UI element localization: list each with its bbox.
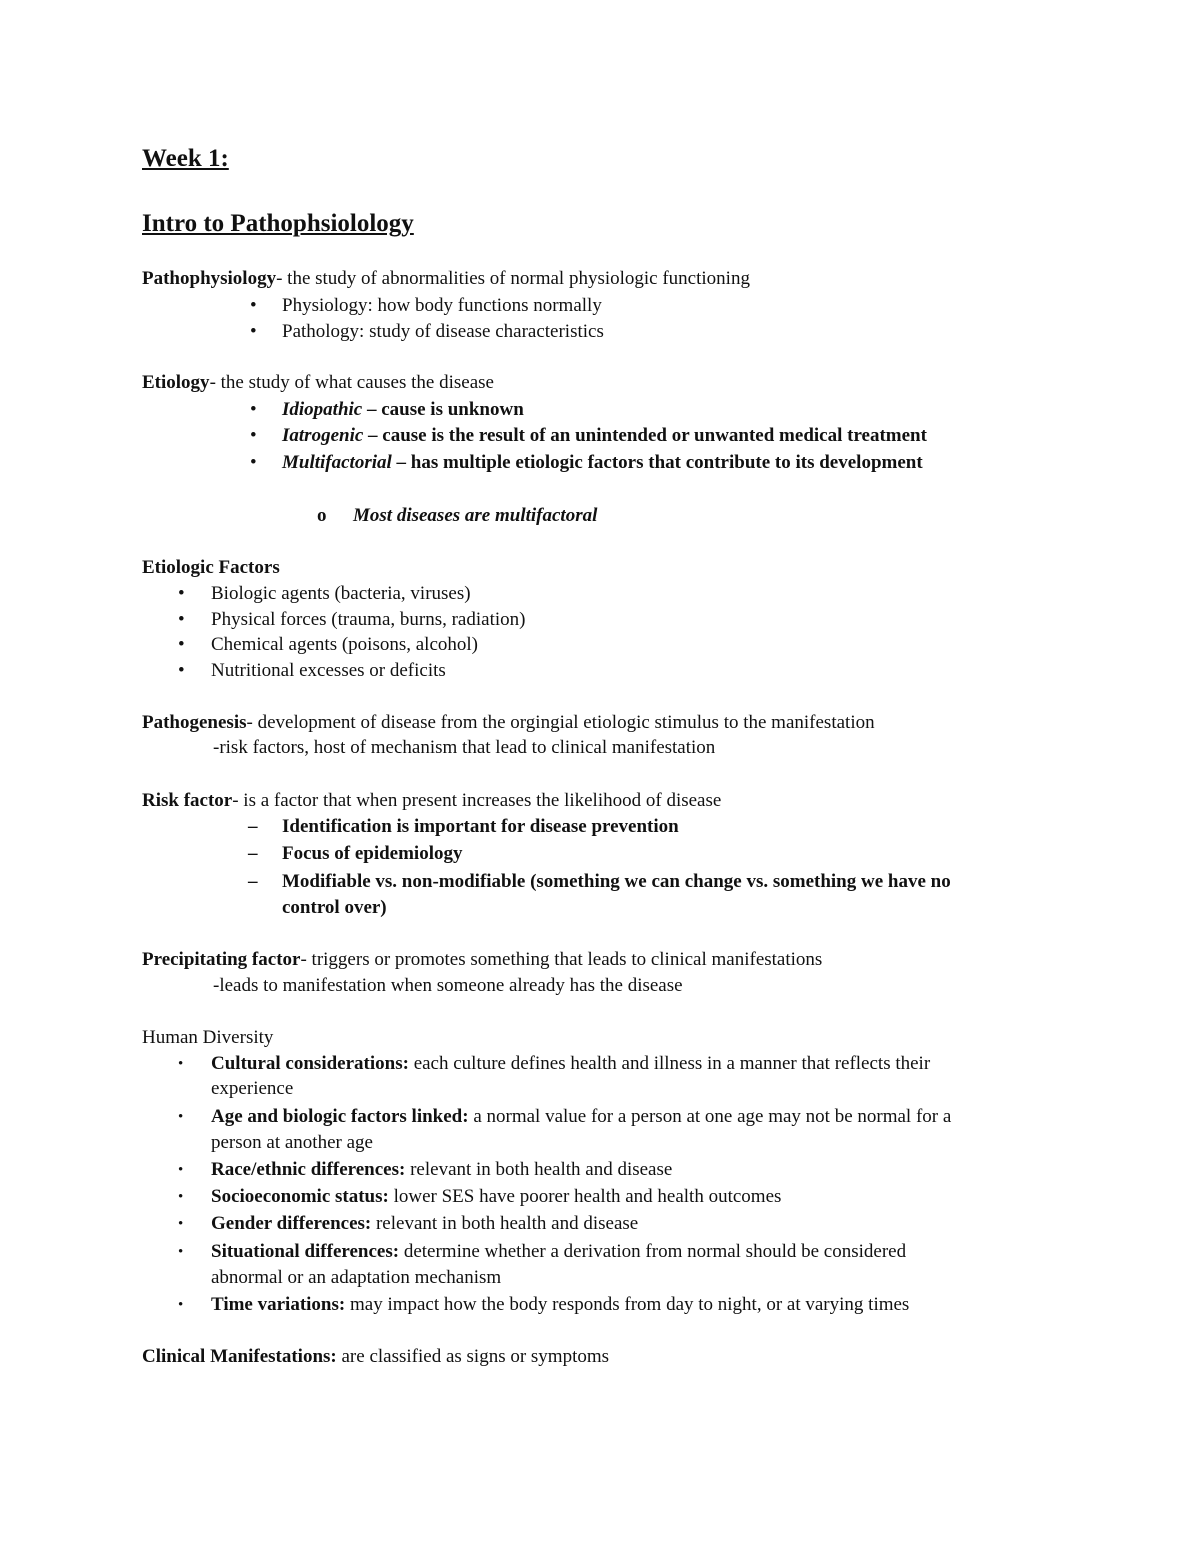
bullet-icon: • xyxy=(178,1297,184,1313)
list-item: Chemical agents (poisons, alcohol) xyxy=(211,634,478,655)
precipitating-factor-note: -leads to manifestation when someone already has the disease xyxy=(213,975,683,996)
list-item: Iatrogenic – cause is the result of an unintended or unwanted medical treatment xyxy=(282,425,927,446)
list-item: Time variations: may impact how the body responds from day to night, or at varying times xyxy=(211,1294,910,1315)
pathophysiology-definition: Pathophysiology- the study of abnormalities of normal physiologic functioning xyxy=(142,268,750,289)
bullet-icon: • xyxy=(178,1162,184,1178)
clinical-manifestations-definition: Clinical Manifestations: are classified as signs or symptoms xyxy=(142,1346,610,1367)
pathogenesis-note: -risk factors, host of mechanism that lead to clinical manifestation xyxy=(213,737,716,758)
sub-bullet-icon: o xyxy=(317,505,327,526)
pathogenesis-term: Pathogenesis xyxy=(142,712,247,733)
dash-icon: – xyxy=(248,871,258,892)
bullet-icon: • xyxy=(178,1244,184,1260)
bullet-icon: • xyxy=(250,295,257,316)
list-item: Race/ethnic differences: relevant in both health and disease xyxy=(211,1159,673,1180)
list-item: Gender differences: relevant in both health and disease xyxy=(211,1213,639,1234)
precipitating-factor-term: Precipitating factor xyxy=(142,949,301,970)
sub-list-item: Most diseases are multifactoral xyxy=(353,505,598,526)
section-heading: Human Diversity xyxy=(142,1027,274,1048)
bullet-icon: • xyxy=(178,1189,184,1205)
list-item: Physiology: how body functions normally xyxy=(282,295,602,316)
list-item: Modifiable vs. non-modifiable (something we can change vs. something we have no xyxy=(282,871,951,892)
bullet-icon: • xyxy=(178,1216,184,1232)
list-item: Focus of epidemiology xyxy=(282,843,463,864)
list-item: Nutritional excesses or deficits xyxy=(211,660,446,681)
list-item: Multifactorial – has multiple etiologic factors that contribute to its development xyxy=(282,452,923,473)
list-item: Pathology: study of disease characteristics xyxy=(282,321,604,342)
risk-factor-definition: Risk factor- is a factor that when present increases the likelihood of disease xyxy=(142,790,722,811)
week-title: Week 1: xyxy=(142,145,229,172)
list-item-continuation: experience xyxy=(211,1078,294,1099)
list-item: Situational differences: determine whether a derivation from normal should be considered xyxy=(211,1241,907,1262)
bullet-icon: • xyxy=(178,609,185,630)
bullet-icon: • xyxy=(250,321,257,342)
etiology-definition: Etiology- the study of what causes the disease xyxy=(142,372,494,393)
bullet-icon: • xyxy=(178,1109,184,1125)
list-item: Idiopathic – cause is unknown xyxy=(282,399,524,420)
bullet-icon: • xyxy=(178,634,185,655)
dash-icon: – xyxy=(248,816,258,837)
list-item: Socioeconomic status: lower SES have poorer health and health outcomes xyxy=(211,1186,782,1207)
bullet-icon: • xyxy=(250,452,257,473)
risk-factor-term: Risk factor xyxy=(142,790,233,811)
list-item: Age and biologic factors linked: a normal value for a person at one age may not be normal for a xyxy=(211,1106,952,1127)
bullet-icon: • xyxy=(178,660,185,681)
dash-icon: – xyxy=(248,843,258,864)
list-item-continuation: person at another age xyxy=(211,1132,373,1153)
list-item-continuation: control over) xyxy=(282,897,387,918)
bullet-icon: • xyxy=(250,425,257,446)
bullet-icon: • xyxy=(178,583,185,604)
topic-title: Intro to Pathophsiolology xyxy=(142,210,414,237)
bullet-icon: • xyxy=(178,1056,184,1072)
clinical-manifestations-term: Clinical Manifestations: xyxy=(142,1346,337,1367)
pathogenesis-definition: Pathogenesis- development of disease from the orgingial etiologic stimulus to the manifestation xyxy=(142,712,875,733)
etiology-term: Etiology xyxy=(142,372,210,393)
list-item: Biologic agents (bacteria, viruses) xyxy=(211,583,471,604)
precipitating-factor-definition: Precipitating factor- triggers or promotes something that leads to clinical manifestations xyxy=(142,949,823,970)
bullet-icon: • xyxy=(250,399,257,420)
section-heading: Etiologic Factors xyxy=(142,557,280,578)
list-item-continuation: abnormal or an adaptation mechanism xyxy=(211,1267,502,1288)
list-item: Cultural considerations: each culture defines health and illness in a manner that reflects their xyxy=(211,1053,931,1074)
list-item: Identification is important for disease prevention xyxy=(282,816,679,837)
pathophysiology-term: Pathophysiology xyxy=(142,268,277,289)
list-item: Physical forces (trauma, burns, radiation) xyxy=(211,609,526,630)
